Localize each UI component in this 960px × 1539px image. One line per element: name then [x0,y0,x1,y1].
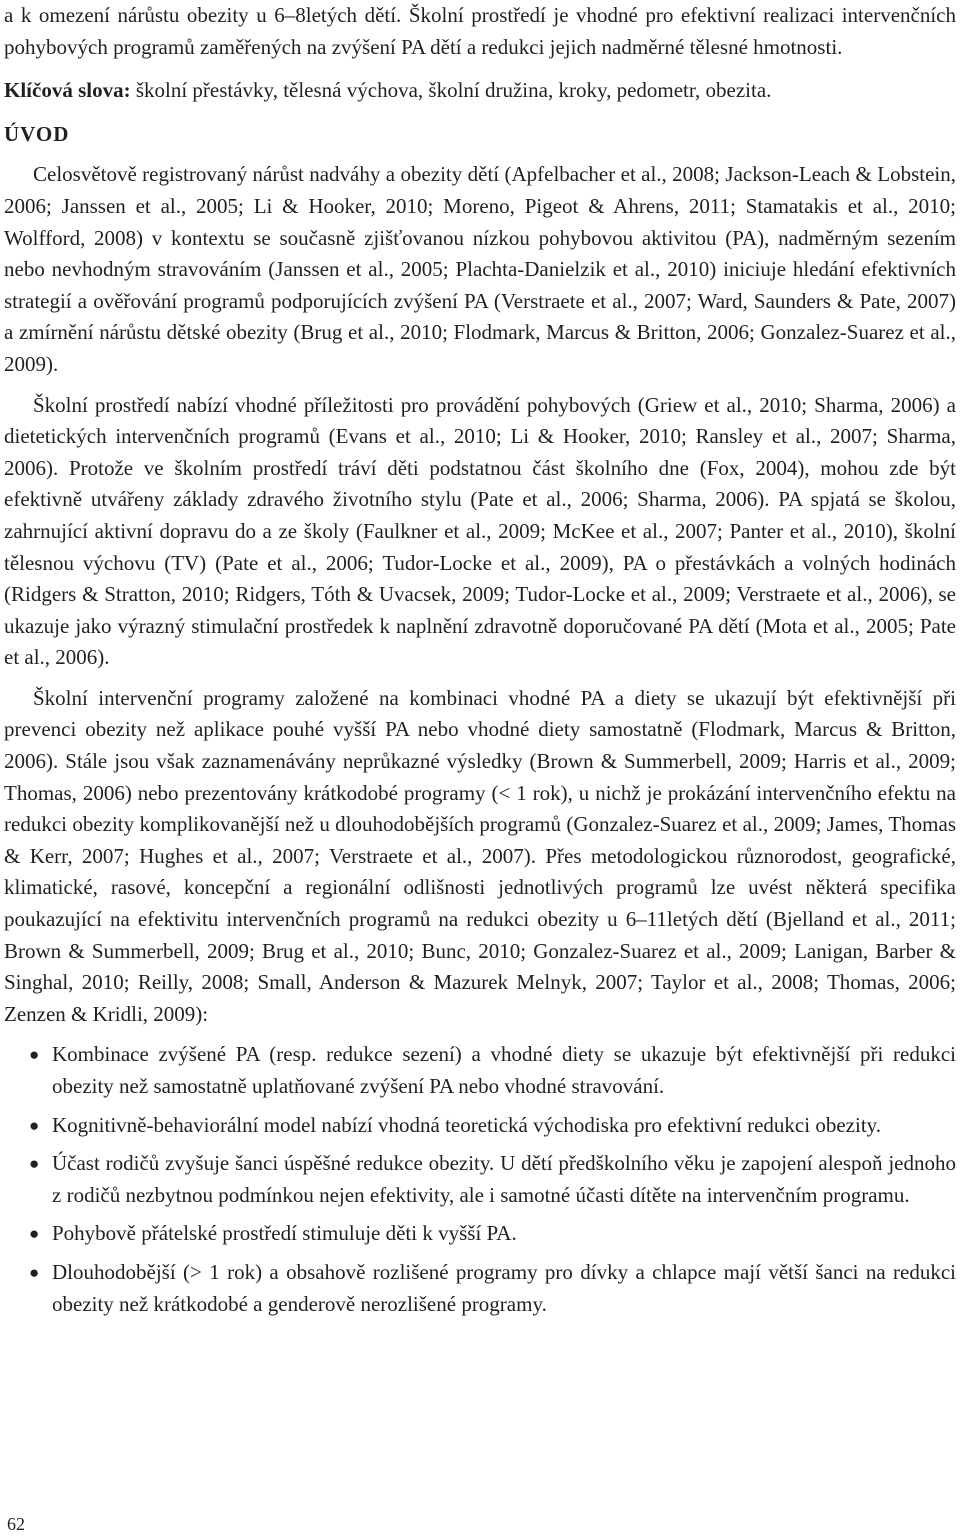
bullet-item [4,1110,956,1142]
bullet-item [4,1257,956,1320]
bullet-item [4,1039,956,1102]
abstract-paragraph-end: a k omezení nárůstu obezity u 6–8letých dětí. Školní prostředí je vhodné pro efektivní realizaci intervenčních pohybových programů zaměřených na zvýšení PA dětí a redukci jejich nadměrné tělesné hmotnosti. [4,3,956,59]
keywords-text: školní přestávky, tělesná výchova, školní družina, kroky, pedometr, obezita. [130,78,772,103]
bullet-text: Kognitivně-behaviorální model nabízí vhodná teoretická východiska pro efektivní redukci obezity. [52,1112,882,1137]
body-paragraph-3: Školní intervenční programy založené na kombinaci vhodné PA a diety se ukazují být efektivnější při prevenci obezity než aplikace pouhé vyšší PA nebo vhodné diety samostatně (Flodmark, Marcus & Britton, 2006). Stále jsou však zaznamenávány neprůkazné výsledky (Brown & Summerbell, 2009; Harris et al., 2009; Thomas, 2006) nebo prezentovány krátkodobé programy (< 1 rok), u nichž je prokázání intervenčního efektu na redukci obezity komplikovanější než u dlouhodobějších programů (Gonzalez-Suarez et al., 2009; James, Thomas & Kerr, 2007; Hughes et al., 2007; Verstraete et al., 2007). Přes metodologickou různorodost, geografické, klimatické, rasové, koncepční a regionální odlišnosti jednotlivých programů lze uvést některá specifika poukazující na efektivitu intervenčních programů na redukci obezity u 6–11letých dětí (Bjelland et al., 2011; Brown & Summerbell, 2009; Brug et al., 2010; Bunc, 2010; Gonzalez-Suarez et al., 2009; Lanigan, Barber & Singhal, 2010; Reilly, 2008; Small, Anderson & Mazurek Melnyk, 2007; Taylor et al., 2008; Thomas, 2006; Zenzen & Kridli, 2009): [4,685,956,1026]
bullet-dot-icon: ● [29,1115,40,1135]
bullet-item [4,1148,956,1211]
bullet-dot-icon: ● [29,1045,40,1065]
page-number: 62 [7,1514,25,1534]
article-page [4,0,956,1327]
bullet-text: Účast rodičů zvyšuje šanci úspěšné redukce obezity. U dětí předškolního věku je zapojení alespoň jednoho z rodičů nezbytnou podmínkou nejen efektivity, ale i samotné účasti dítěte na intervenčním programu. [52,1151,956,1207]
bullet-list [4,1039,956,1320]
body-paragraph-2: Školní prostředí nabízí vhodné příležitosti pro provádění pohybových (Griew et al., 2010; Sharma, 2006) a dietetických intervenčních programů (Evans et al., 2010; Li & Hooker, 2010; Ransley et al., 2007; Sharma, 2006). Protože ve školním prostředí tráví děti podstatnou část školního dne (Fox, 2004), mohou zde být efektivně utvářeny základy zdravého životního stylu (Pate et al., 2006; Sharma, 2006). PA spjatá se školou, zahrnující aktivní dopravu do a ze školy (Faulkner et al., 2009; McKee et al., 2007; Panter et al., 2010), školní tělesnou výchovu (TV) (Pate et al., 2006; Tudor-Locke et al., 2009), PA o přestávkách a volných hodinách (Ridgers & Stratton, 2010; Ridgers, Tóth & Uvacsek, 2009; Tudor-Locke et al., 2009; Verstraete et al., 2006), se ukazuje jako výrazný stimulační prostředek k naplnění zdravotně doporučované PA dětí (Mota et al., 2005; Pate et al., 2006). [4,392,956,670]
bullet-text: Kombinace zvýšené PA (resp. redukce sezení) a vhodné diety se ukazuje být efektivnější při redukci obezity než samostatně uplatňované zvýšení PA nebo vhodné stravování. [52,1042,956,1098]
body-paragraph-1: Celosvětově registrovaný nárůst nadváhy a obezity dětí (Apfelbacher et al., 2008; Jackson-Leach & Lobstein, 2006; Janssen et al., 2005; Li & Hooker, 2010; Moreno, Pigeot & Ahrens, 2011; Stamatakis et al., 2010; Wolfford, 2008) v kontextu se současně zjišťovanou nízkou pohybovou aktivitou (PA), nadměrným sezením nebo nevhodným stravováním (Janssen et al., 2005; Plachta-Danielzik et al., 2010) iniciuje hledání efektivních strategií a ověřování programů podporujících zvýšení PA (Verstraete et al., 2007; Ward, Saunders & Pate, 2007) a zmírnění nárůstu dětské obezity (Brug et al., 2010; Flodmark, Marcus & Britton, 2006; Gonzalez-Suarez et al., 2009). [4,162,956,376]
keywords-line [4,75,956,107]
keywords-label: Klíčová slova: [4,78,131,103]
section-heading: ÚVOD [4,121,70,146]
bullet-dot-icon: ● [29,1224,40,1244]
bullet-item [4,1218,956,1250]
bullet-dot-icon: ● [29,1154,40,1174]
bullet-dot-icon: ● [29,1262,40,1282]
bullet-text: Pohybově přátelské prostředí stimuluje děti k vyšší PA. [52,1221,517,1246]
bullet-text: Dlouhodobější (> 1 rok) a obsahově rozlišené programy pro dívky a chlapce mají větší šanci na redukci obezity než krátkodobé a genderově nerozlišené programy. [52,1259,956,1316]
